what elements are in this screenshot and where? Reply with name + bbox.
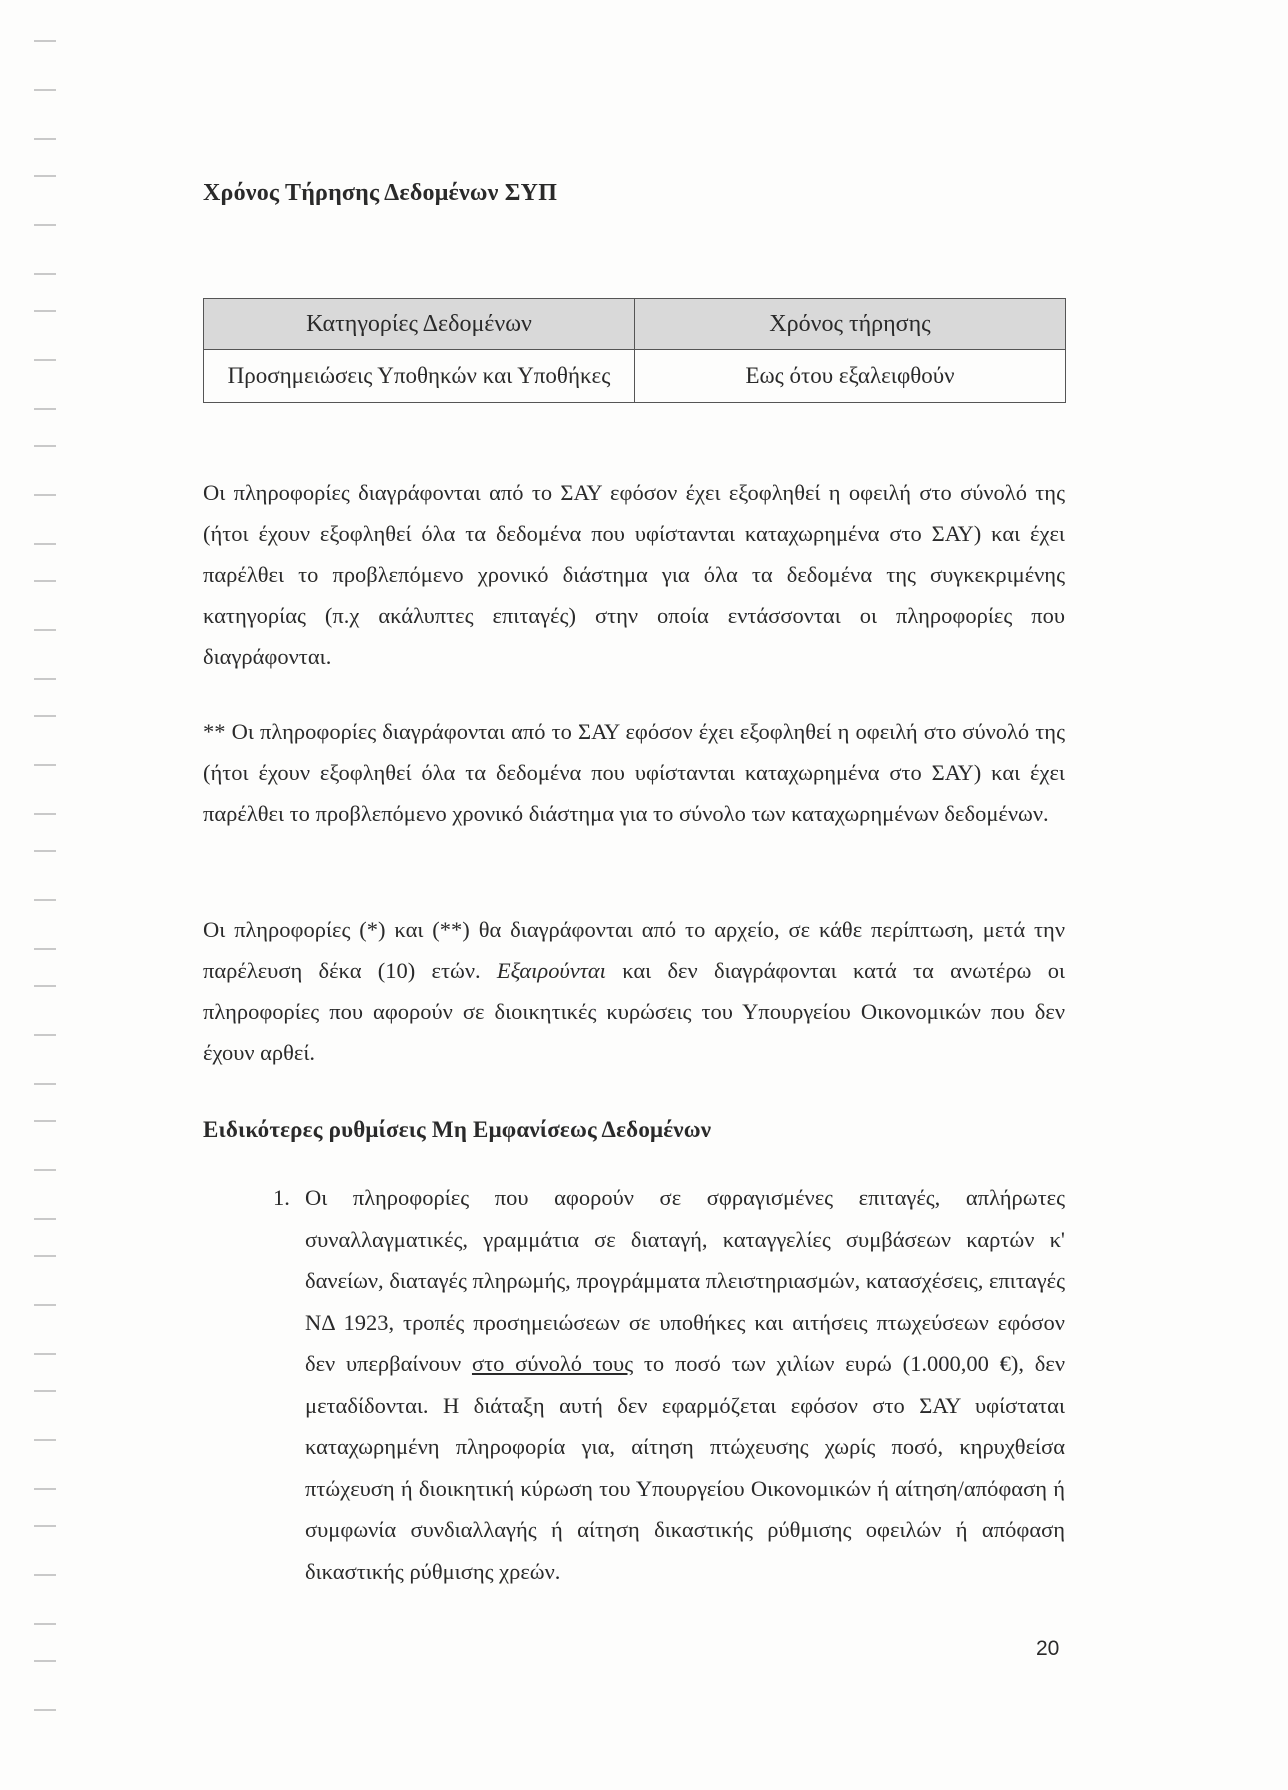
scan-edge-mark — [34, 1709, 56, 1711]
scan-edge-mark — [34, 1218, 56, 1220]
table-cell-category: Προσημειώσεις Υποθηκών και Υποθήκες — [204, 350, 635, 403]
scan-edge-mark — [34, 1034, 56, 1036]
paragraph-ten-year-exception: Εξαιρούνται — [496, 958, 606, 983]
scan-edge-mark — [34, 1390, 56, 1392]
scan-edge-mark — [34, 40, 56, 42]
scan-edge-mark — [34, 224, 56, 226]
paragraph-ten-year-part-1: Οι πληροφορίες (*) και (**) θα διαγράφονται από το αρχείο, σε κάθε περίπτωση, μετά την παρέλευση δέκα (10) ετών. — [203, 917, 1065, 983]
scan-edge-mark — [34, 1083, 56, 1085]
scan-edge-mark — [34, 1120, 56, 1122]
retention-table — [203, 298, 1066, 403]
list-item-underlined: στο σύνολό τους — [471, 1351, 634, 1376]
scan-edge-mark — [34, 948, 56, 950]
table-header-categories: Κατηγορίες Δεδομένων — [204, 299, 635, 350]
scan-edge-mark — [34, 1169, 56, 1171]
scan-edge-mark — [34, 494, 56, 496]
scan-edge-mark — [34, 445, 56, 447]
scan-edge-mark — [34, 138, 56, 140]
paragraph-ten-year-part-2: και δεν διαγράφονται κατά τα ανωτέρω οι πληροφορίες που αφορούν σε διοικητικές κυρώσεις του Υπουργείου Οικονομικών που δεν έχουν αρθεί. — [203, 958, 1065, 1065]
paragraph-deletion-rule-double-star: ** Οι πληροφορίες διαγράφονται από το ΣΑΥ εφόσον έχει εξοφληθεί η οφειλή στο σύνολό της (ήτοι έχουν εξοφληθεί όλα τα δεδομένα που υφίστανται καταχωρημένα στο ΣΑΥ) και έχει παρέλθει το προβλεπόμενο χρονικό διάστημα για το σύνολο των καταχωρημένων δεδομένων. — [203, 719, 1065, 826]
scan-edge-mark — [34, 89, 56, 91]
special-settings-heading: Ειδικότερες ρυθμίσεις Μη Εμφανίσεως Δεδομένων — [203, 1117, 712, 1142]
scan-edge-mark — [34, 273, 56, 275]
scan-edge-mark — [34, 678, 56, 680]
paragraph-ten-year-rule — [203, 909, 1065, 1073]
scan-edge-mark — [34, 850, 56, 852]
scan-edge-mark — [34, 310, 56, 312]
scan-edge-mark — [34, 175, 56, 177]
list-item-text — [305, 1177, 1065, 1592]
scan-edge-mark — [34, 1574, 56, 1576]
scan-edge-mark — [34, 1525, 56, 1527]
table-cell-retention: Εως ότου εξαλειφθούν — [635, 350, 1066, 403]
list-item-text-before: Οι πληροφορίες που αφορούν σε σφραγισμένες επιταγές, απλήρωτες συναλλαγματικές, γραμμάτια σε διαταγή, καταγγελίες συμβάσεων καρτών κ' δανείων, διαταγές πληρωμής, προγράμματα πλειστηριασμών, κατασχέσεις, επιταγές ΝΔ 1923, τροπές προσημειώσεων σε υποθήκες και αιτήσεις πτωχεύσεων εφόσον δεν υπερβαίνουν — [305, 1185, 1065, 1376]
scan-edge-mark — [34, 764, 56, 766]
scan-edge-mark — [34, 543, 56, 545]
scan-edge-mark — [34, 408, 56, 410]
scan-edge-mark — [34, 985, 56, 987]
retention-heading: Χρόνος Τήρησης Δεδομένων ΣΥΠ — [203, 180, 558, 206]
scan-edge-marks — [34, 40, 64, 1760]
scan-edge-mark — [34, 899, 56, 901]
table-header-row — [204, 299, 1066, 350]
list-item-number: 1. — [273, 1185, 290, 1210]
paragraph-deletion-rule: Οι πληροφορίες διαγράφονται από το ΣΑΥ εφόσον έχει εξοφληθεί η οφειλή στο σύνολό της (ήτοι έχουν εξοφληθεί όλα τα δεδομένα που υφίστανται καταχωρημένα στο ΣΑΥ) και έχει παρέλθει το προβλεπόμενο χρονικό διάστημα για όλα τα δεδομένα της συγκεκριμένης κατηγορίας (π.χ ακάλυπτες επιταγές) στην οποία εντάσσονται οι πληροφορίες που διαγράφονται. — [203, 480, 1065, 669]
table-header-retention-time: Χρόνος τήρησης — [635, 299, 1066, 350]
scan-edge-mark — [34, 813, 56, 815]
table-row — [204, 350, 1066, 403]
scan-edge-mark — [34, 1660, 56, 1662]
scan-edge-mark — [34, 1255, 56, 1257]
scan-edge-mark — [34, 715, 56, 717]
scan-edge-mark — [34, 1304, 56, 1306]
scan-edge-mark — [34, 1353, 56, 1355]
page-number: 20 — [1036, 1637, 1060, 1660]
scan-edge-mark — [34, 1623, 56, 1625]
scan-edge-mark — [34, 1439, 56, 1441]
list-item-text-after: το ποσό των χιλίων ευρώ (1.000,00 €), δεν μεταδίδονται. Η διάταξη αυτή δεν εφαρμόζεται εφόσον στο ΣΑΥ υφίσταται καταχωρημένη πληροφορία για, αίτηση πτώχευσης χωρίς ποσό, κηρυχθείσα πτώχευση ή διοικητική κύρωση του Υπουργείου Οικονομικών ή αίτηση/απόφαση ή συμφωνία συνδιαλλαγής ή αίτηση δικαστικής ρύθμισης οφειλών ή απόφαση δικαστικής ρύθμισης χρεών. — [305, 1351, 1065, 1584]
scan-edge-mark — [34, 359, 56, 361]
scan-edge-mark — [34, 629, 56, 631]
scan-edge-mark — [34, 580, 56, 582]
scan-edge-mark — [34, 1488, 56, 1490]
